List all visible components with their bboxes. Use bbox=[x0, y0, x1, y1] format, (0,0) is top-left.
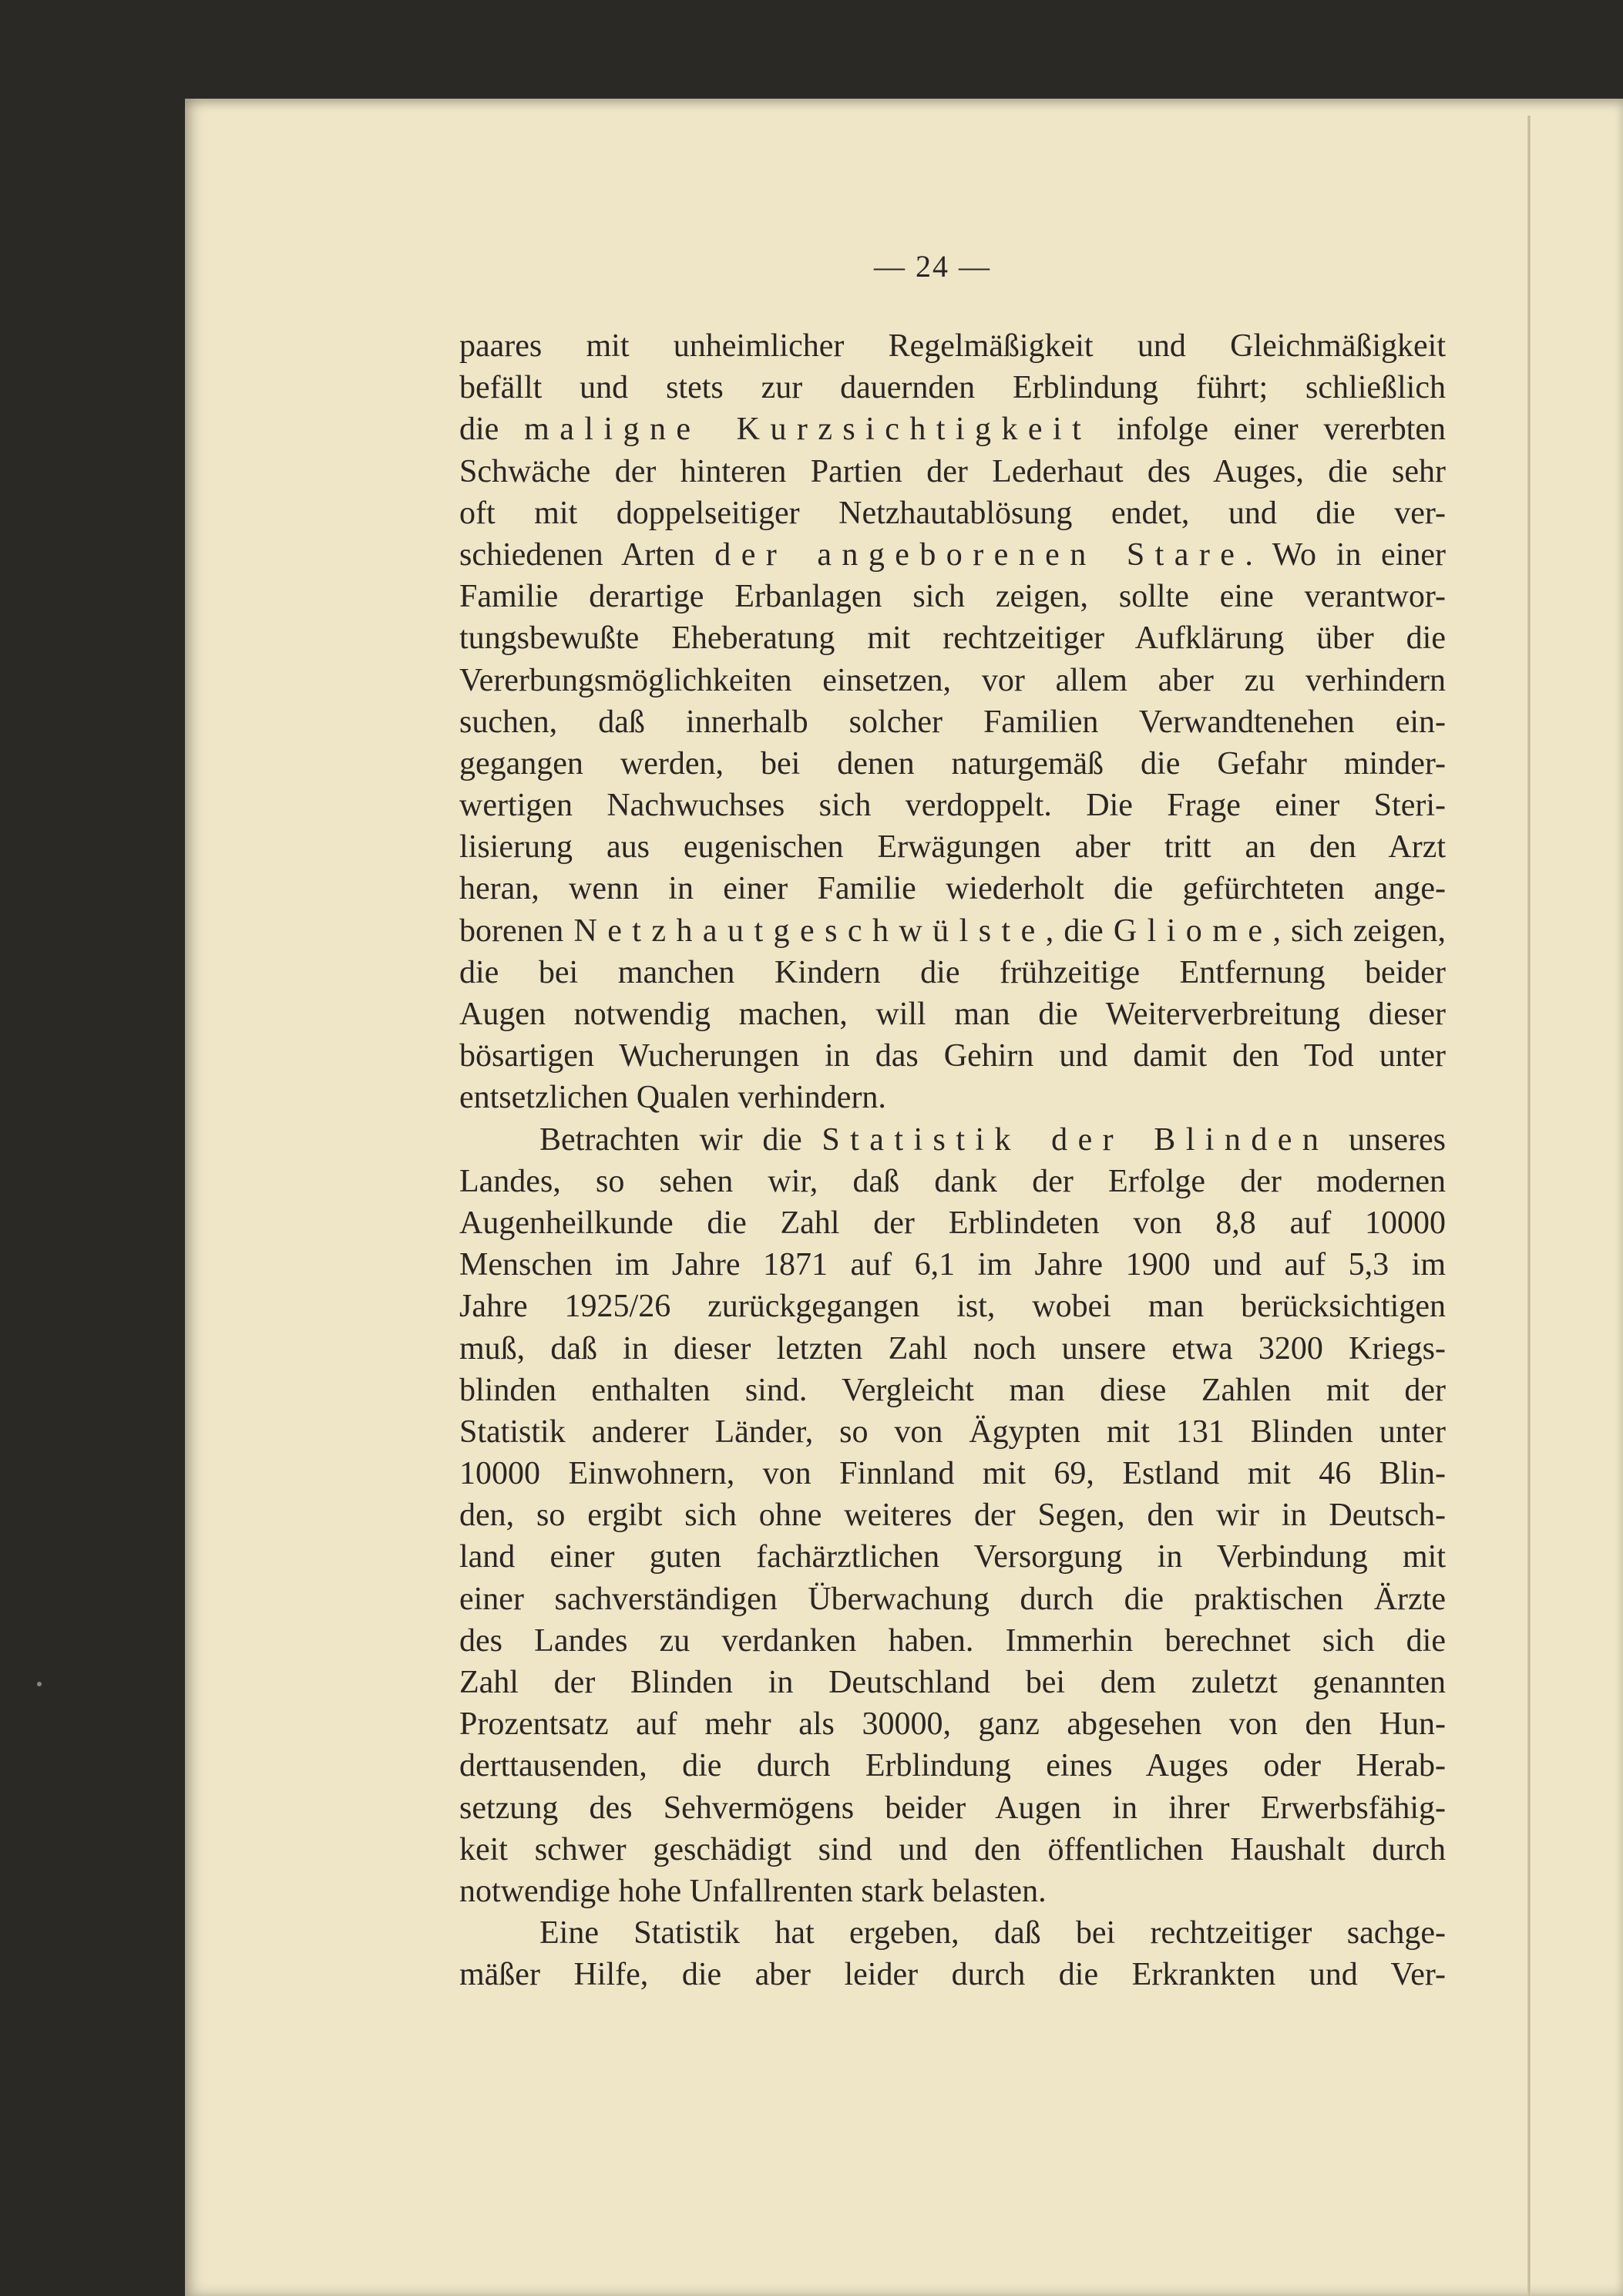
text-line: des Landes zu verdanken haben. Immerhin berechnet sich die bbox=[459, 1622, 1446, 1659]
text-line: keit schwer geschädigt sind und den öffentlichen Haushalt durch bbox=[459, 1831, 1446, 1867]
text-line: setzung des Sehvermögens beider Augen in ihrer Erwerbsfähig- bbox=[459, 1790, 1446, 1826]
text-line bbox=[459, 910, 1446, 952]
paragraph bbox=[459, 1119, 1446, 1913]
text-line: heran, wenn in einer Familie wiederholt die gefürchteten ange- bbox=[459, 871, 1446, 907]
text-line: entsetzlichen Qualen verhindern. bbox=[459, 1080, 886, 1116]
text-line: lisierung aus eugenischen Erwägungen aber tritt an den Arzt bbox=[459, 829, 1446, 866]
text-fragment: borenen bbox=[459, 913, 574, 949]
text-line: paares mit unheimlicher Regelmäßigkeit und Gleichmäßigkeit bbox=[459, 328, 1446, 364]
text-line: Zahl der Blinden in Deutschland bei dem zuletzt genannten bbox=[459, 1665, 1446, 1700]
text-line: Familie derartige Erbanlagen sich zeigen, sollte eine verantwor- bbox=[459, 579, 1446, 615]
text-line: Schwäche der hinteren Partien der Lederhaut des Auges, die sehr bbox=[459, 453, 1446, 489]
paragraph bbox=[459, 325, 1446, 1119]
text-line: blinden enthalten sind. Vergleicht man diese Zahlen mit der bbox=[459, 1372, 1446, 1408]
text-line: die bei manchen Kindern die frühzeitige Entfernung beider bbox=[459, 954, 1446, 990]
text-line: land einer guten fachärztlichen Versorgung in Verbindung mit bbox=[459, 1539, 1446, 1575]
emphasized-term: Statistik der Blinden bbox=[822, 1121, 1329, 1158]
text-line: Vererbungsmöglichkeiten einsetzen, vor allem aber zu verhindern bbox=[459, 662, 1446, 698]
text-line: bösartigen Wucherungen in das Gehirn und damit den Tod unter bbox=[459, 1038, 1446, 1074]
text-line: Jahre 1925/26 zurückgegangen ist, wobei man berücksichtigen bbox=[459, 1289, 1446, 1325]
text-fragment: schiedenen Arten bbox=[459, 536, 715, 573]
text-line bbox=[459, 408, 1446, 450]
text-line bbox=[459, 1119, 1446, 1161]
text-fragment: unseres bbox=[1329, 1121, 1446, 1158]
emphasized-term: Netzhautgeschwülste bbox=[573, 913, 1046, 949]
page-number: — 24 — bbox=[874, 249, 991, 284]
text-fragment: Betrachten wir die bbox=[539, 1121, 822, 1158]
text-line: Prozentsatz auf mehr als 30000, ganz abgesehen von den Hun- bbox=[459, 1706, 1446, 1743]
text-line: gegangen werden, bei denen naturgemäß die Gefahr minder- bbox=[459, 745, 1446, 782]
text-line: Menschen im Jahre 1871 auf 6,1 im Jahre 1900 und auf 5,3 im bbox=[459, 1247, 1446, 1283]
scan-speck bbox=[37, 1682, 42, 1686]
text-fragment: . Wo in einer bbox=[1245, 536, 1446, 573]
text-fragment: , sich zeigen, bbox=[1272, 913, 1446, 949]
text-line: mäßer Hilfe, die aber leider durch die Erkrankten und Ver- bbox=[459, 1957, 1446, 1993]
text-line: muß, daß in dieser letzten Zahl noch unsere etwa 3200 Kriegs- bbox=[459, 1330, 1446, 1367]
text-line: Landes, so sehen wir, daß dank der Erfolge der modernen bbox=[459, 1163, 1446, 1199]
text-line: wertigen Nachwuchses sich verdoppelt. Die Frage einer Steri- bbox=[459, 788, 1446, 824]
text-fragment: infolge einer vererbten bbox=[1091, 412, 1447, 448]
text-fragment: , die bbox=[1045, 913, 1114, 949]
text-line: Eine Statistik hat ergeben, daß bei rechtzeitiger sachge- bbox=[539, 1915, 1446, 1951]
emphasized-term: Gliome bbox=[1113, 913, 1273, 949]
body-text bbox=[459, 325, 1446, 1996]
text-line: Augenheilkunde die Zahl der Erblindeten von 8,8 auf 10000 bbox=[459, 1205, 1446, 1241]
text-line: 10000 Einwohnern, von Finnland mit 69, Estland mit 46 Blin- bbox=[459, 1456, 1446, 1492]
text-line: Augen notwendig machen, will man die Weiterverbreitung dieser bbox=[459, 997, 1446, 1032]
text-line: einer sachverständigen Überwachung durch die praktischen Ärzte bbox=[459, 1581, 1446, 1617]
text-line: notwendige hohe Unfallrenten stark belasten. bbox=[459, 1873, 1047, 1909]
text-fragment: die bbox=[459, 412, 525, 448]
text-line bbox=[459, 534, 1446, 576]
page-edge bbox=[1527, 116, 1531, 2296]
text-line: oft mit doppelseitiger Netzhautablösung endet, und die ver- bbox=[459, 495, 1446, 531]
text-line: derttausenden, die durch Erblindung eines Auges oder Herab- bbox=[459, 1748, 1446, 1784]
text-line: befällt und stets zur dauernden Erblindung führt; schließlich bbox=[459, 370, 1446, 406]
text-line: den, so ergibt sich ohne weiteres der Segen, den wir in Deutsch- bbox=[459, 1498, 1446, 1534]
text-line: Statistik anderer Länder, so von Ägypten mit 131 Blinden unter bbox=[459, 1414, 1446, 1450]
text-line: suchen, daß innerhalb solcher Familien Verwandtenehen ein- bbox=[459, 704, 1446, 740]
emphasized-term: der angeborenen Stare bbox=[714, 536, 1245, 573]
paragraph bbox=[459, 1912, 1446, 1995]
emphasized-term: maligne Kurzsichtigkeit bbox=[524, 412, 1092, 448]
text-line: tungsbewußte Eheberatung mit rechtzeitiger Aufklärung über die bbox=[459, 620, 1446, 657]
